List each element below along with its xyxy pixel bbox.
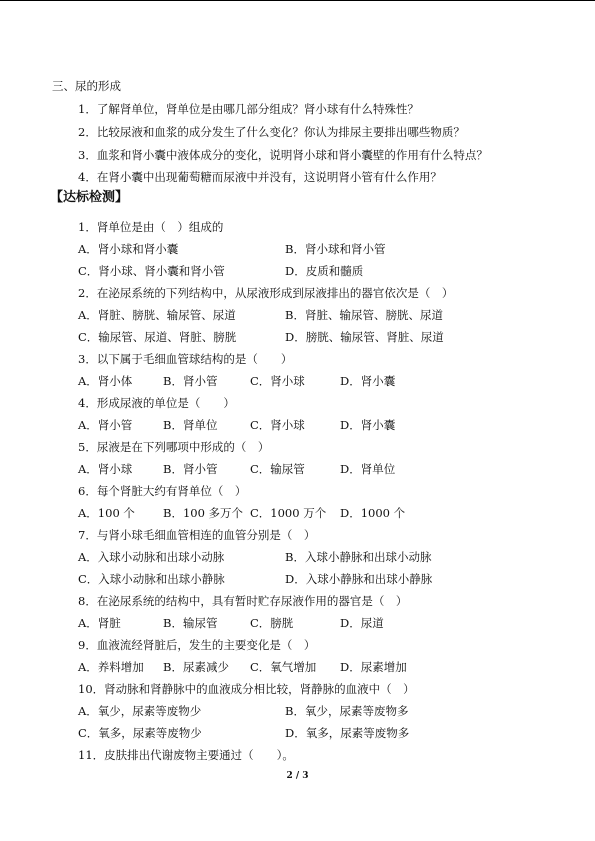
answer-option: B．肾脏、输尿管、膀胱、尿道 [285,308,443,322]
answer-option: A．肾小球 [78,462,133,476]
answer-option: D．肾小囊 [340,374,396,388]
answer-option: A．肾脏 [78,616,121,630]
answer-option: B．肾小管 [163,462,218,476]
answer-option: B．肾小管 [163,374,218,388]
answer-option: D．肾小囊 [340,418,396,432]
study-question-1: 1．了解肾单位，肾单位是由哪几部分组成？肾小球有什么特殊性？ [78,102,419,116]
answer-option: C．氧多，尿素等废物少 [78,726,202,740]
answer-option: D．尿道 [340,616,384,630]
test-question-10: 10．肾动脉和肾静脉中的血液成分相比较，肾静脉的血液中（ ） [78,682,415,696]
answer-option: C．1000 万个 [250,506,327,520]
test-question-6: 6．每个肾脏大约有肾单位（ ） [78,484,247,498]
test-question-8: 8．在泌尿系统的结构中，具有暂时贮存尿液作用的器官是（ ） [78,594,408,608]
answer-option: C．膀胱 [250,616,294,630]
test-heading: 【达标检测】 [50,190,129,205]
test-question-7: 7．与肾小球毛细血管相连的血管分别是（ ） [78,528,316,542]
answer-option: C．肾小球、肾小囊和肾小管 [78,264,225,278]
answer-option: D．皮质和髓质 [285,264,364,278]
study-question-4: 4．在肾小囊中出现葡萄糖而尿液中并没有，这说明肾小管有什么作用？ [78,170,442,184]
answer-option: D．尿素增加 [340,660,407,674]
test-question-9: 9．血液流经肾脏后，发生的主要变化是（ ） [78,638,316,652]
answer-option: D．入球小静脉和出球小静脉 [285,572,433,586]
answer-option: D．1000 个 [340,506,406,520]
answer-option: A．氧少，尿素等废物少 [78,704,202,718]
answer-option: B．输尿管 [163,616,218,630]
answer-option: A．肾小球和肾小囊 [78,242,179,256]
study-question-3: 3．血浆和肾小囊中液体成分的变化，说明肾小球和肾小囊壁的作用有什么特点？ [78,148,488,162]
answer-option: A．入球小动脉和出球小动脉 [78,550,225,564]
answer-option: C．输尿管 [250,462,305,476]
answer-option: B．氧少，尿素等废物多 [285,704,409,718]
answer-option: B．肾小球和肾小管 [285,242,386,256]
answer-option: B．入球小静脉和出球小动脉 [285,550,432,564]
section-title: 三、尿的形成 [52,79,121,93]
answer-option: C．输尿管、尿道、肾脏、膀胱 [78,330,237,344]
answer-option: B．尿素减少 [163,660,229,674]
answer-option: C．氧气增加 [250,660,317,674]
page-number: 2 / 3 [286,771,309,781]
test-question-2: 2．在泌尿系统的下列结构中，从尿液形成到尿液排出的器官依次是（ ） [78,286,454,300]
answer-option: C．入球小动脉和出球小静脉 [78,572,225,586]
answer-option: B．肾单位 [163,418,218,432]
test-question-3: 3．以下属于毛细血管球结构的是（ ） [78,352,293,366]
test-question-5: 5．尿液是在下列哪项中形成的（ ） [78,440,270,454]
answer-option: A．肾小管 [78,418,133,432]
answer-option: D．氧多，尿素等废物多 [285,726,410,740]
test-question-4: 4．形成尿液的单位是（ ） [78,396,235,410]
answer-option: D．膀胱、输尿管、肾脏、尿道 [285,330,444,344]
test-question-11: 11．皮肤排出代谢废物主要通过（ ）。 [78,748,294,762]
test-question-1: 1．肾单位是由（ ）组成的 [78,220,224,234]
answer-option: A．肾脏、膀胱、输尿管、尿道 [78,308,236,322]
answer-option: C．肾小球 [250,374,305,388]
answer-option: A．100 个 [78,506,135,520]
answer-option: C．肾小球 [250,418,305,432]
answer-option: A．养料增加 [78,660,144,674]
study-question-2: 2．比较尿液和血浆的成分发生了什么变化？你认为排尿主要排出哪些物质？ [78,125,465,139]
answer-option: A．肾小体 [78,374,133,388]
answer-option: B．100 多万个 [163,506,244,520]
answer-option: D．肾单位 [340,462,396,476]
